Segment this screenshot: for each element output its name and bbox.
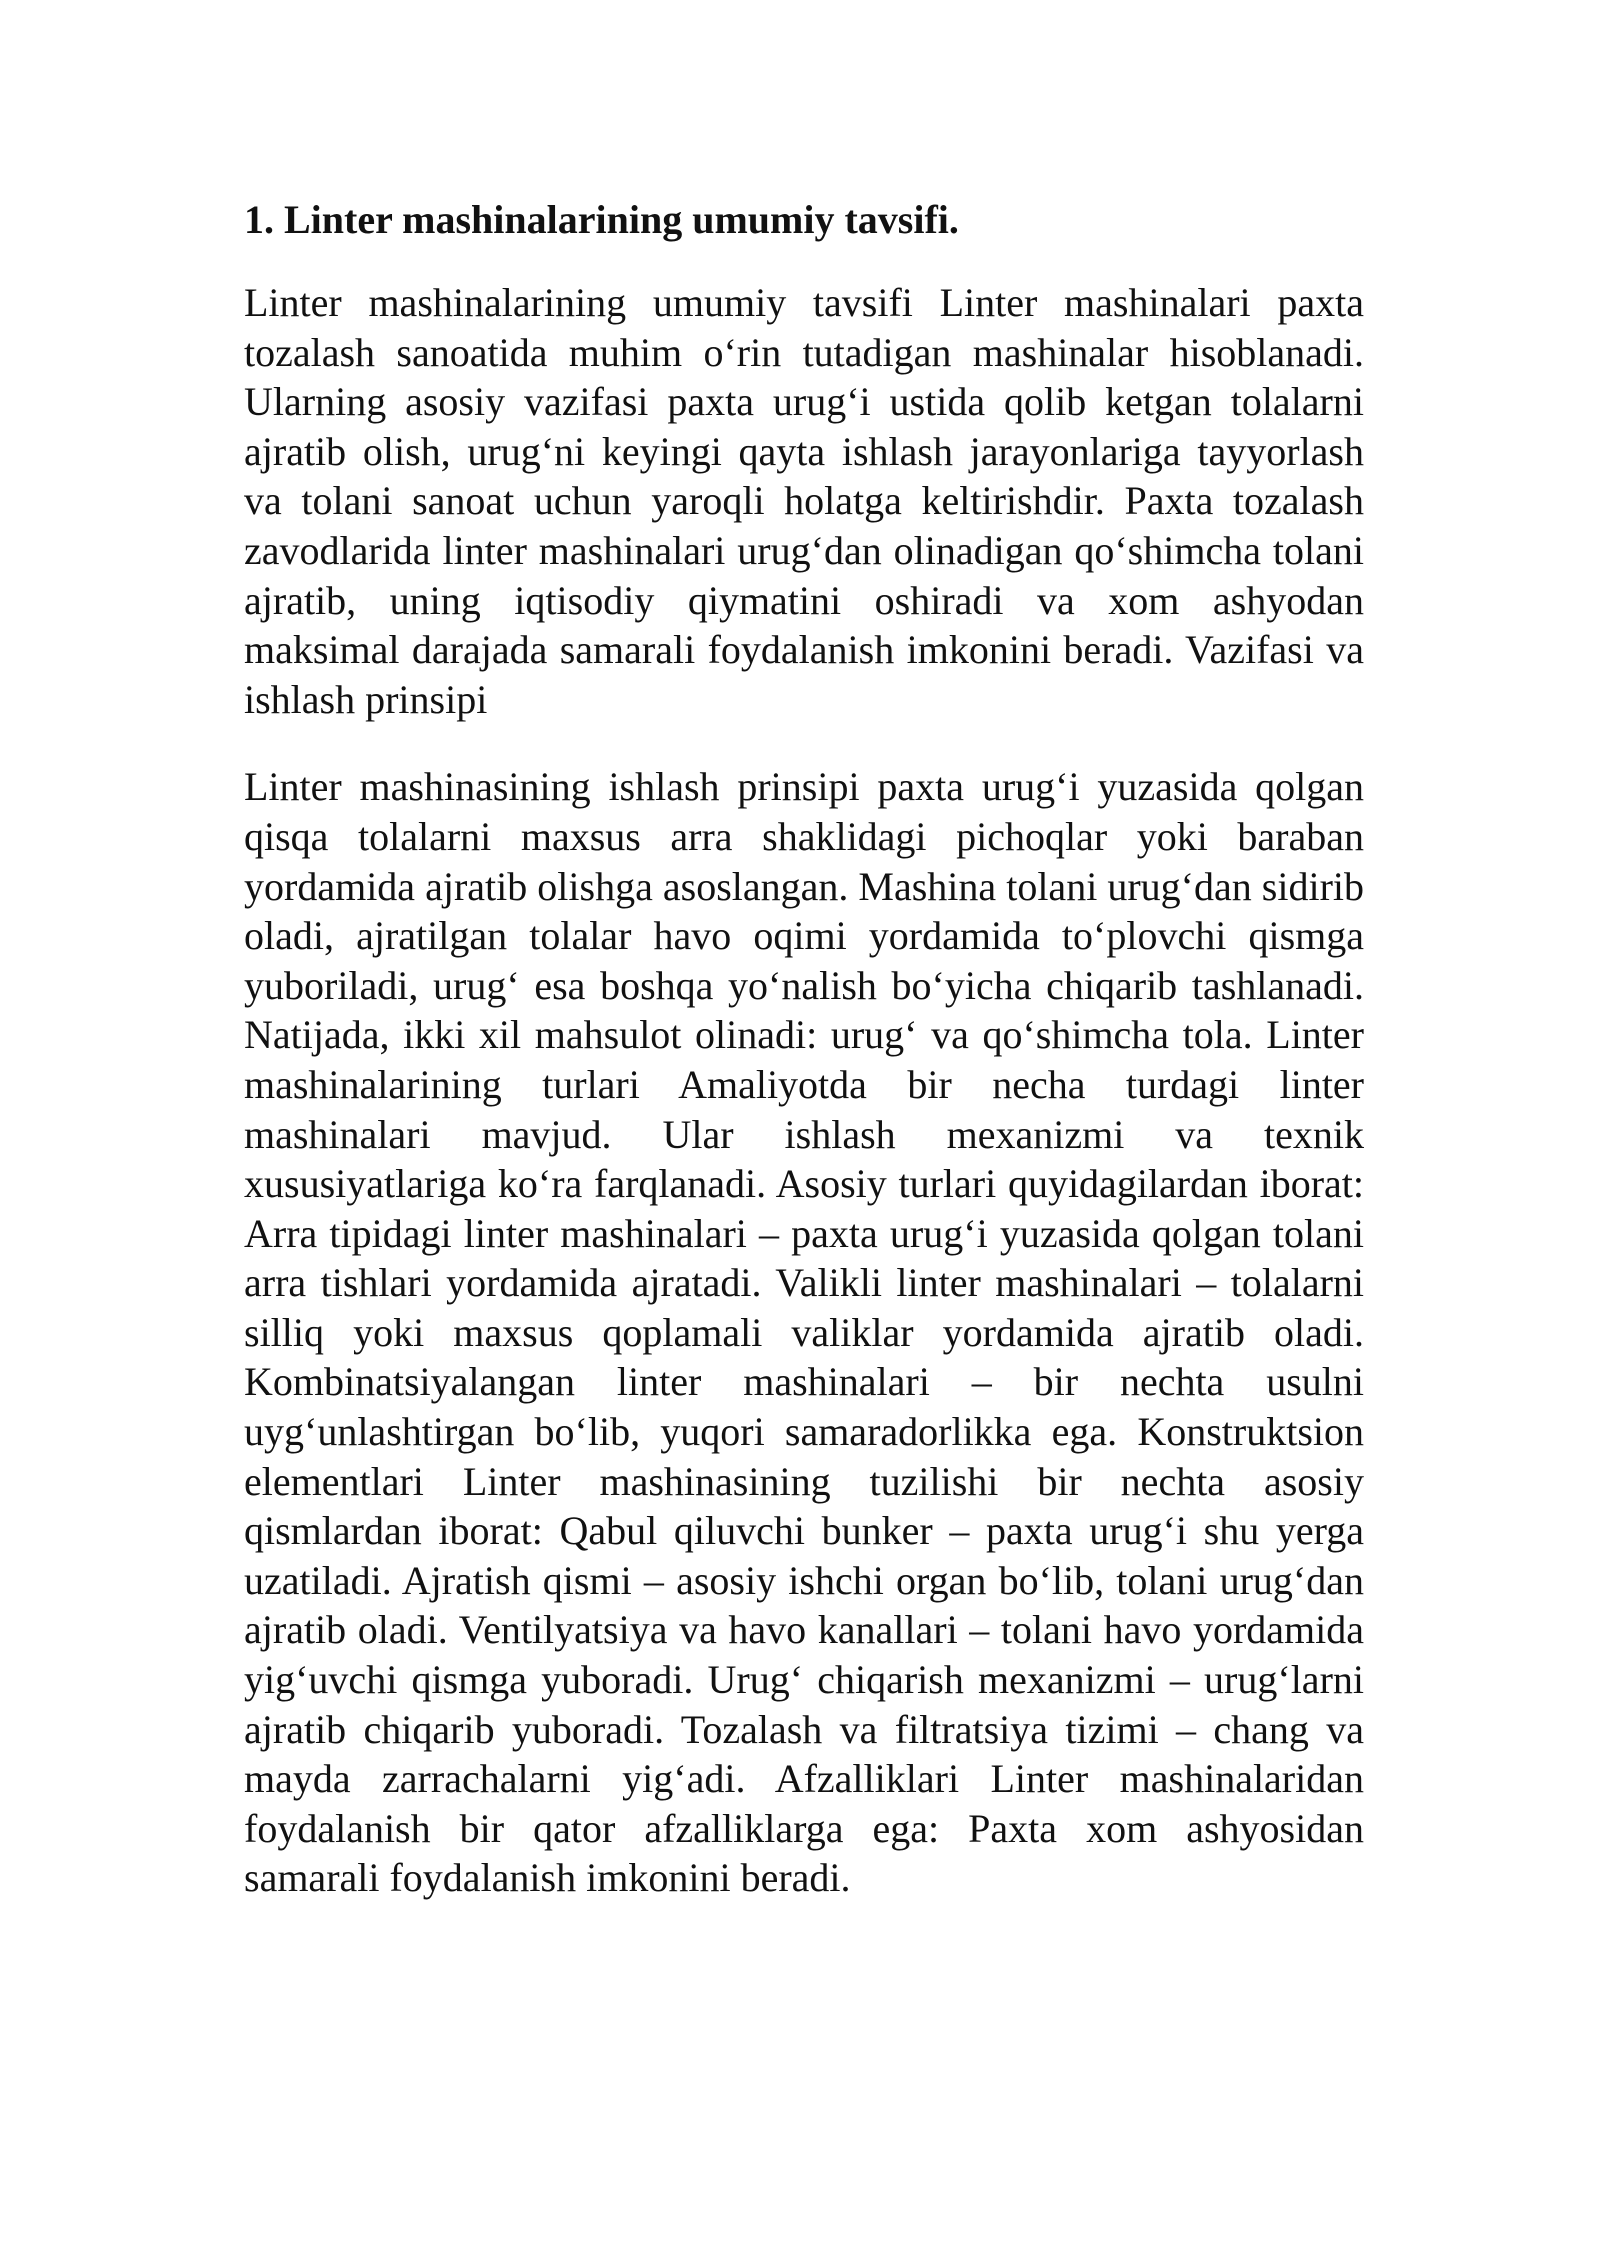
section-heading: 1. Linter mashinalarining umumiy tavsifi. — [244, 197, 959, 242]
paragraph-principle: Linter mashinasining ishlash prinsipi paxta urug‘i yuzasida qolgan qisqa tolalarni maxsus arra shaklidagi pichoqlar yoki baraban yordamida ajratib olishga asoslangan. Mashina tolani urug‘dan sidirib oladi, ajratilgan tolalar havo oqimi yordamida to‘plovchi qismga yuboriladi, urug‘ esa boshqa yo‘nalish bo‘yicha chiqarib tashlanadi. Natijada, ikki xil mahsulot olinadi: urug‘ va qo‘shimcha tola. Linter mashinalarining turlari Amaliyotda bir necha turdagi linter mashinalari mavjud. Ular ishlash mexanizmi va texnik xususiyatlariga ko‘ra farqlanadi. Asosiy turlari quyidagilardan iborat: Arra tipidagi linter mashinalari – paxta urug‘i yuzasida qolgan tolani arra tishlari yordamida ajratadi. Valikli linter mashinalari – tolalarni silliq yoki maxsus qoplamali valiklar yordamida ajratib oladi. Kombinatsiyalangan linter mashinalari – bir nechta usulni uyg‘unlashtirgan bo‘lib, yuqori samaradorlikka ega. Konstruktsion elementlari Linter mashinasining tuzilishi bir nechta asosiy qismlardan iborat: Qabul qiluvchi bunker – paxta urug‘i shu yerga uzatiladi. Ajratish qismi – asosiy ishchi organ bo‘lib, tolani urug‘dan ajratib oladi. Ventilyatsiya va havo kanallari – tolani havo yordamida yig‘uvchi qismga yuboradi. Urug‘ chiqarish mexanizmi – urug‘larni ajratib chiqarib yuboradi. Tozalash va filtratsiya tizimi – chang va mayda zarrachalarni yig‘adi. Afzalliklari Linter mashinalaridan foydalanish bir qator afzalliklarga ega: Paxta xom ashyosidan samarali foydalanish imkonini beradi. — [244, 764, 1364, 1901]
document-body — [244, 192, 1364, 1903]
paragraph-intro: Linter mashinalarining umumiy tavsifi Linter mashinalari paxta tozalash sanoatida muhim o‘rin tutadigan mashinalar hisoblanadi. Ularning asosiy vazifasi paxta urug‘i ustida qolib ketgan tolalarni ajratib olish, urug‘ni keyingi qayta ishlash jarayonlariga tayyorlash va tolani sanoat uchun yaroqli holatga keltirishdir. Paxta tozalash zavodlarida linter mashinalari urug‘dan olinadigan qo‘shimcha tolani ajratib, uning iqtisodiy qiymatini oshiradi va xom ashyodan maksimal darajada samarali foydalanish imkonini beradi. Vazifasi va ishlash prinsipi — [244, 280, 1364, 722]
